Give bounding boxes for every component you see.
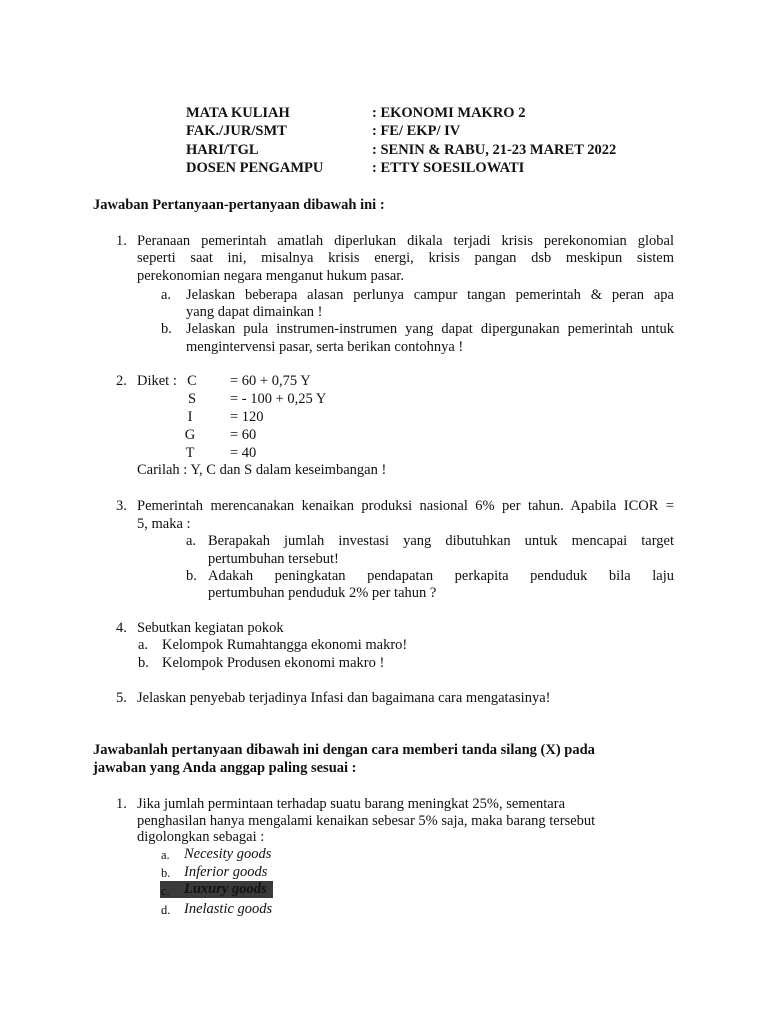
option-text[interactable]: Necesity goods: [184, 846, 272, 862]
sub-item-text: Adakah peningkatan pendapatan perkapita penduduk bila laju: [208, 568, 674, 584]
question-number: 2.: [116, 373, 127, 389]
header-value-course: : EKONOMI MAKRO 2: [372, 105, 526, 121]
variable-name: G: [184, 427, 196, 443]
option-text-selected[interactable]: Luxury goods: [184, 881, 267, 897]
sub-item-text: Jelaskan beberapa alasan perlunya campur tangan pemerintah & peran apa: [186, 287, 674, 303]
question-text: Jelaskan penyebab terjadinya Infasi dan bagaimana cara mengatasinya!: [137, 690, 551, 706]
question-text: penghasilan hanya mengalami kenaikan sebesar 5% saja, maka barang tersebut: [137, 813, 596, 829]
option-marker: a.: [161, 848, 170, 862]
sub-item-text: Kelompok Rumahtangga ekonomi makro!: [162, 637, 408, 653]
question-text: Sebutkan kegiatan pokok: [137, 620, 284, 636]
header-label-faculty: FAK./JUR/SMT: [186, 123, 287, 139]
equation: = 60 + 0,75 Y: [230, 373, 311, 389]
header-value-faculty: : FE/ EKP/ IV: [372, 123, 461, 139]
section1-title: Jawaban Pertanyaan-pertanyaan dibawah ini :: [93, 197, 385, 213]
option-marker: d.: [161, 903, 171, 917]
option-text[interactable]: Inelastic goods: [184, 901, 273, 917]
sub-item-text: pertumbuhan tersebut!: [208, 551, 339, 567]
question-text: seperti saat ini, misalnya krisis energi, krisis pangan dsb meskipun sistem: [137, 250, 674, 266]
question-number: 4.: [116, 620, 127, 636]
question-text: digolongkan sebagai :: [137, 829, 265, 845]
sub-item-text: Kelompok Produsen ekonomi makro !: [162, 655, 385, 671]
question-text: Pemerintah merencanakan kenaikan produksi nasional 6% per tahun. Apabila ICOR =: [137, 498, 674, 514]
section2-title: Jawabanlah pertanyaan dibawah ini dengan cara memberi tanda silang (X) pada: [93, 742, 595, 758]
header-value-lecturer: : ETTY SOESILOWATI: [372, 160, 525, 176]
sub-item-marker: a.: [186, 533, 197, 549]
question-text: Carilah : Y, C dan S dalam keseimbangan !: [137, 462, 387, 478]
question-number: 3.: [116, 498, 127, 514]
question-text: 5, maka :: [137, 516, 191, 532]
question-number: 5.: [116, 690, 127, 706]
sub-item-text: Jelaskan pula instrumen-instrumen yang dapat dipergunakan pemerintah untuk: [186, 321, 674, 337]
option-text[interactable]: Inferior goods: [184, 864, 268, 880]
sub-item-marker: b.: [186, 568, 197, 584]
question-number: 1.: [116, 233, 127, 249]
question-text: Jika jumlah permintaan terhadap suatu barang meningkat 25%, sementara: [137, 796, 566, 812]
header-label-course: MATA KULIAH: [186, 105, 290, 121]
variable-name: S: [187, 391, 197, 407]
question-text: Peranaan pemerintah amatlah diperlukan dikala terjadi krisis perekonomian global: [137, 233, 674, 249]
question-text: perekonomian negara menganut hukum pasar.: [137, 268, 404, 284]
sub-item-text: Berapakah jumlah investasi yang dibutuhkan untuk mencapai target: [208, 533, 674, 549]
variable-name: I: [187, 409, 193, 425]
question-number: 1.: [116, 796, 127, 812]
variable-name: C: [187, 373, 197, 389]
sub-item-text: pertumbuhan penduduk 2% per tahun ?: [208, 585, 437, 601]
equation: = 60: [230, 427, 257, 443]
equation: = - 100 + 0,25 Y: [230, 391, 327, 407]
sub-item-text: mengintervensi pasar, serta berikan contohnya !: [186, 339, 464, 355]
equation: = 40: [230, 445, 257, 461]
equation: = 120: [230, 409, 264, 425]
option-marker: c.: [161, 884, 170, 898]
given-label: Diket :: [137, 373, 177, 389]
sub-item-marker: a.: [138, 637, 149, 653]
header-label-lecturer: DOSEN PENGAMPU: [186, 160, 324, 176]
sub-item-marker: b.: [138, 655, 149, 671]
section2-title: jawaban yang Anda anggap paling sesuai :: [93, 760, 357, 776]
header-label-date: HARI/TGL: [186, 142, 259, 158]
sub-item-marker: a.: [161, 287, 172, 303]
option-marker: b.: [161, 866, 171, 880]
sub-item-text: yang dapat dimainkan !: [186, 304, 323, 320]
header-value-date: : SENIN & RABU, 21-23 MARET 2022: [372, 142, 617, 158]
sub-item-marker: b.: [161, 321, 172, 337]
variable-name: T: [185, 445, 195, 461]
